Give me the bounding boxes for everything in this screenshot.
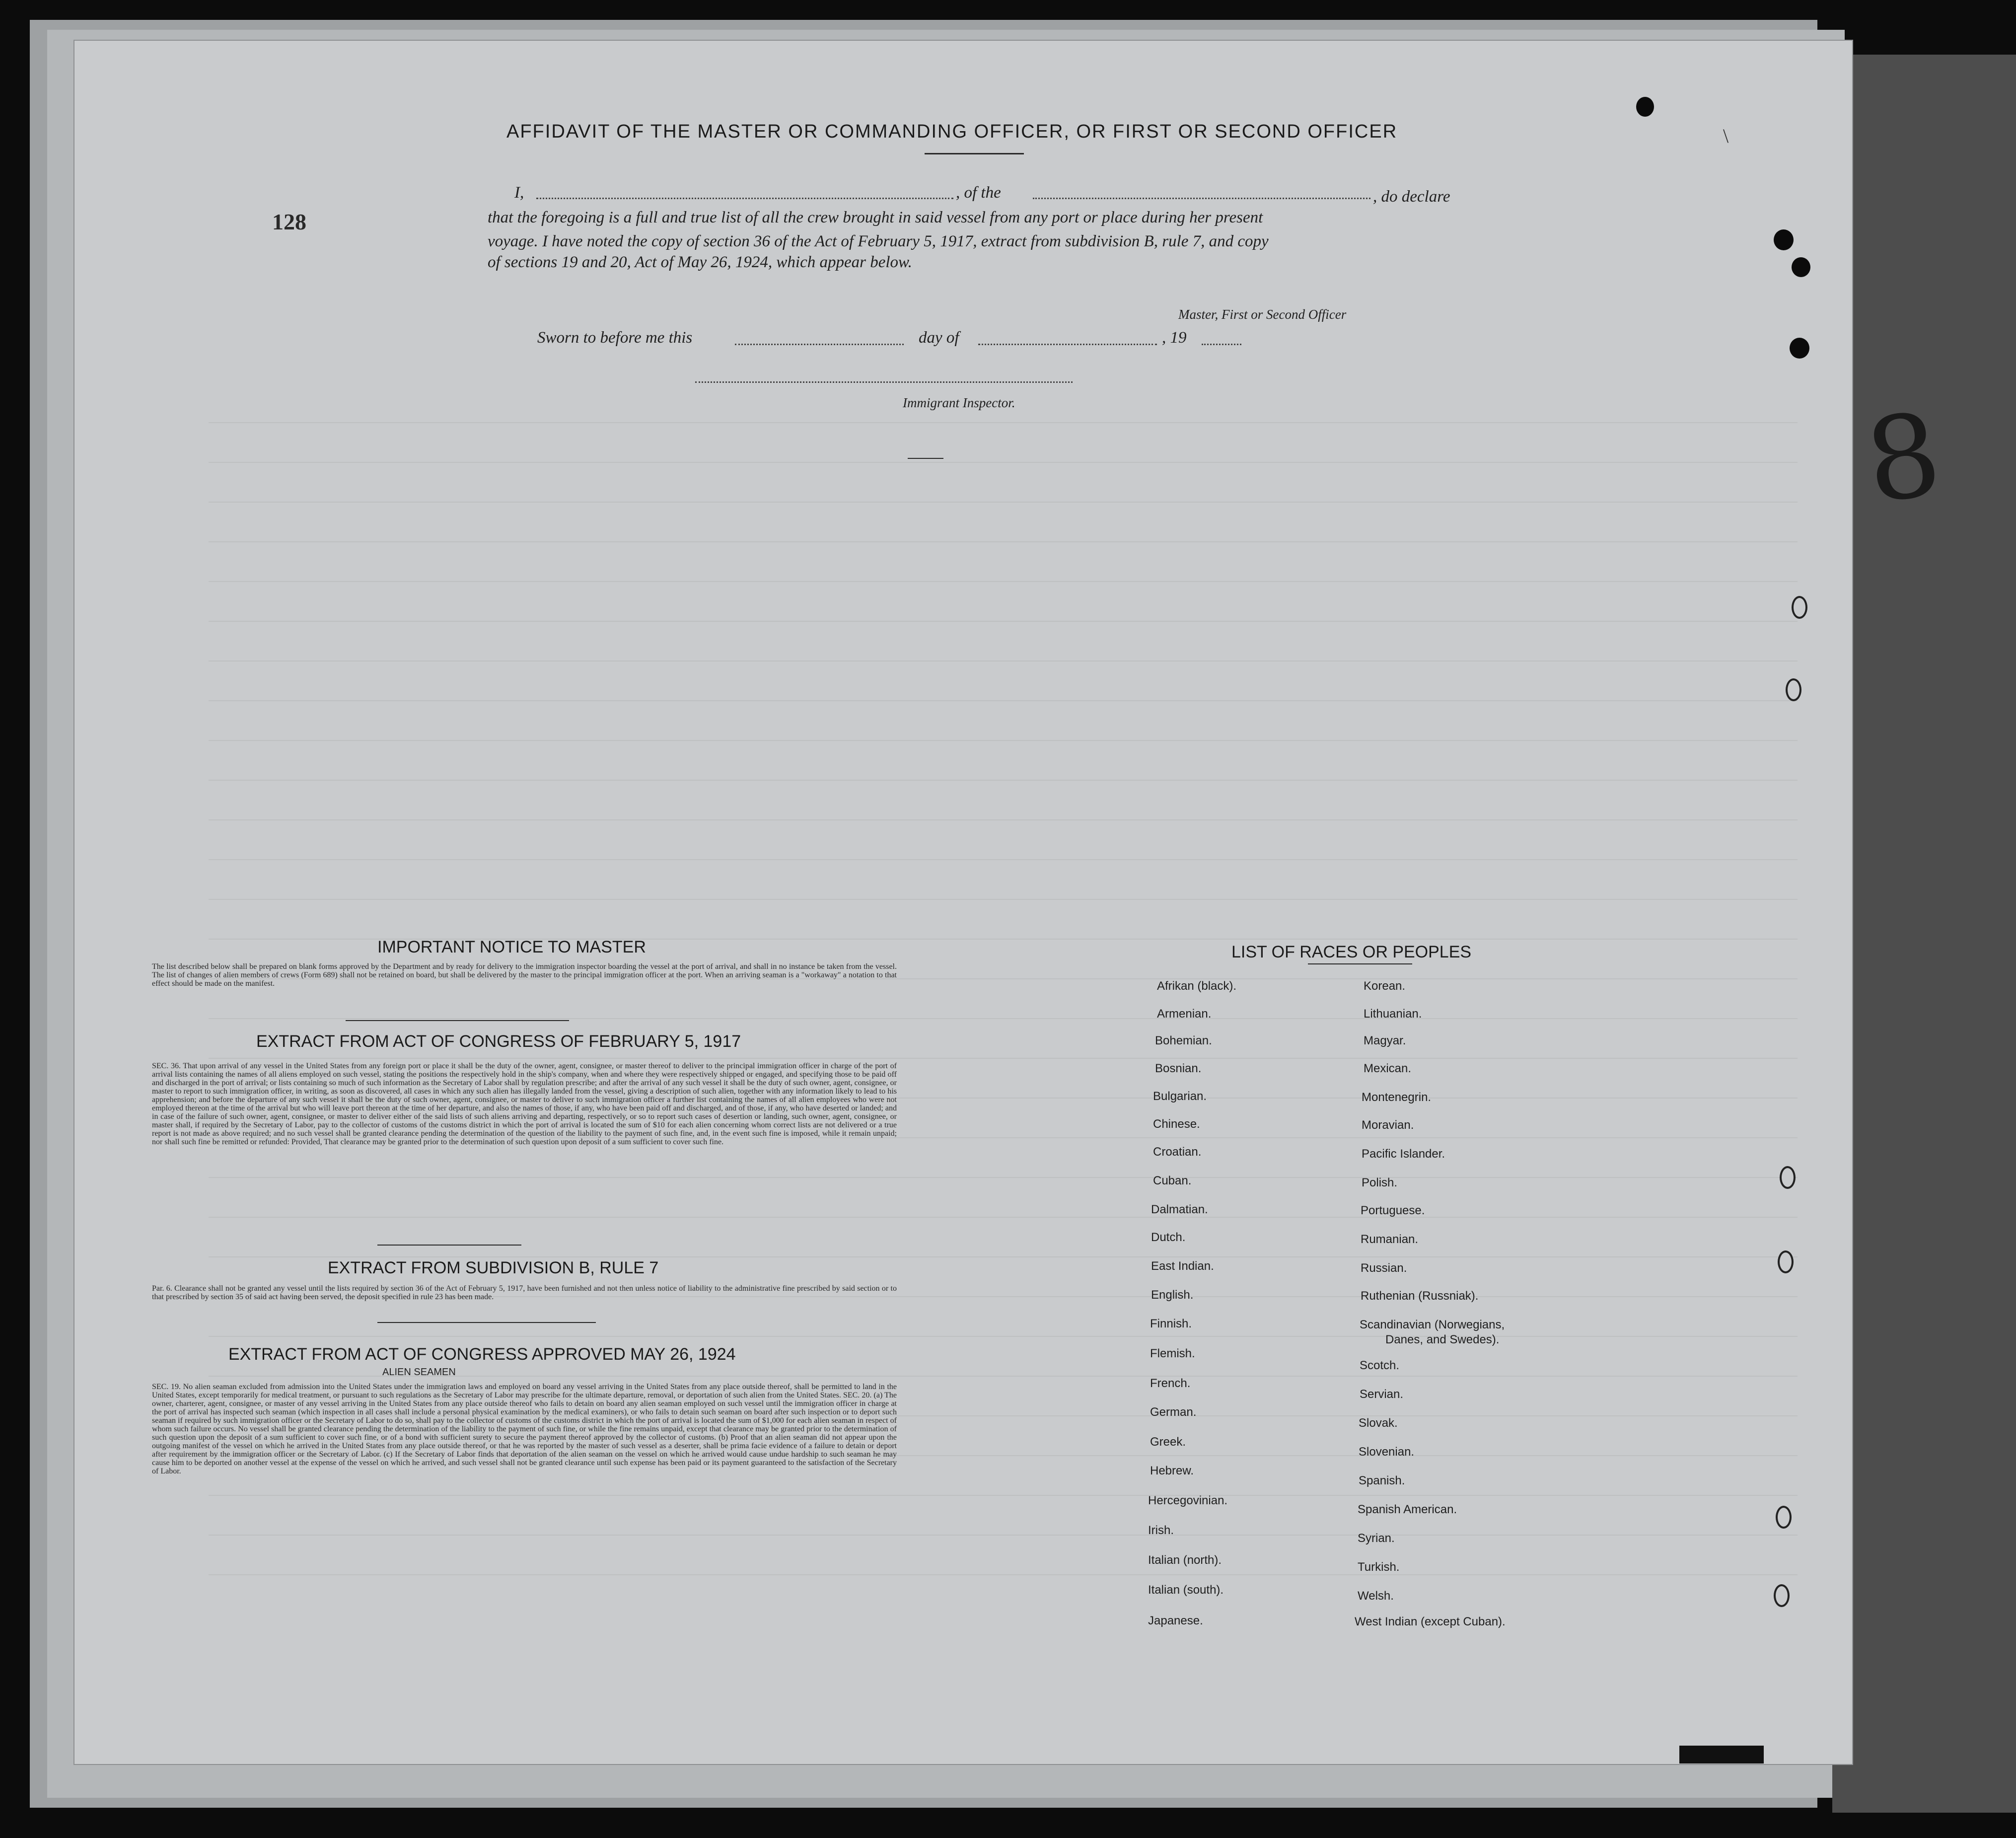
day-of-label: day of: [919, 329, 959, 347]
race-item: Hebrew.: [1150, 1464, 1194, 1477]
extract-1924-body: SEC. 19. No alien seaman excluded from admission into the United States under the immigration laws and employed on board any vessel arriving in the United States from any place outside thereof, shall be permitted to land in the United States, except temporarily for medical treatment, or pursuant to such regulations as the Secretary of Labor may prescribe for the ultimate departure, removal, or deportation of such alien from the United States. SEC. 20. (a) The owner, charterer, agent, consignee, or master of any vessel arriving in the United States from any place outside thereof who fails to detain on board any alien seaman employed on such vessel until the immigration officer in charge at the port of arrival has inspected such seaman (which inspection in all cases shall include a personal physical examination by the medical examiners), or who fails to detain such seaman on board after such inspection or to deport such seaman if required by such immigration officer or the Secretary of Labor to do so, shall pay to the collector of customs of the customs district in which the port of arrival is located the sum of $1,000 for each alien seaman in respect of whom such failure occurs. No vessel shall be granted clearance pending the determination of the liability to the payment of such fine, or while the fine remains unpaid, except that clearance may be granted prior to the determination of such question upon the deposit of a sum sufficient to cover such fine, or of a bond with sufficient surety to secure the payment thereof approved by the collector of customs. (b) Proof that an alien seaman did not appear upon the outgoing manifest of the vessel on which he arrived in the United States from any place outside thereof, or that he was reported by the master of such vessel as a deserter, shall be prima facie evidence of a failure to detain or deport after requirement by the immigration officer or the Secretary of Labor. (c) If the Secretary of Labor finds that deportation of the alien seaman on the vessel on which he arrived would cause undue hardship to such seaman he may cause him to be deported on another vessel at the expense of the vessel on which he arrived, and such vessel shall not be granted clearance until such expense has been paid or its payment guaranteed to the satisfaction of the Secretary of Labor.: [152, 1383, 897, 1475]
race-item: Montenegrin.: [1362, 1091, 1432, 1104]
notice-body: The list described below shall be prepared on blank forms approved by the Department and by ready for delivery to the immigration inspector boarding the vessel at the port of arrival, and shall in no instance be taken from the vessel. The list of changes of alien members of crews (Form 689) shall not be retained on board, but shall be delivered by the master to the principal immigration officer at the port. When an arriving seaman is a "workaway" a notation to that effect should be made on the manifest.: [152, 962, 897, 988]
race-item: French.: [1150, 1377, 1191, 1390]
bleed-rule: [209, 1177, 1798, 1178]
race-item: East Indian.: [1151, 1259, 1214, 1273]
bleed-rule: [209, 1336, 1798, 1337]
race-item: Scandinavian (Norwegians,: [1360, 1318, 1505, 1331]
bleed-rule: [209, 581, 1798, 582]
margin-tick: \: [1723, 125, 1729, 147]
bleed-rule: [209, 621, 1798, 622]
punch-ring: [1786, 678, 1801, 701]
punch-ring: [1792, 596, 1807, 619]
extract-1924-subtitle: ALIEN SEAMEN: [382, 1367, 456, 1378]
extract-1917-body: SEC. 36. That upon arrival of any vessel in the United States from any foreign port or place it shall be the duty of the owner, agent, consignee, or master thereof to deliver to the principal immigration officer in charge of the port of arrival lists containing the names of all aliens employed on such vessel, stating the positions the respectively hold in the ship's company, when and where they were respectively shipped or engaged, and specifying those to be paid off and discharged in the port of arrival; or lists containing so much of such information as the Secretary of Labor shall by regulation prescribe; and after the arrival of any such vessel it shall be the duty of such owner, agent, consignee, or master to report to such immigration officer, in writing, as soon as discovered, all cases in which any such alien has illegally landed from the vessel, giving a description of such alien, together with any information likely to lead to his apprehension; and before the departure of any such vessel it shall be the duty of such owner, agent, consignee, or master to deliver to such immigration officer a further list containing the names of all alien employees who were not employed thereon at the time of the arrival but who will leave port thereon at the time of her departure, and also the names of those, if any, who have been paid off and discharged, and of those, if any, who have deserted or landed; and in case of the failure of such owner, agent, consignee, or master to deliver either of the said lists of such aliens arriving and departing, respectively, or so to report such cases of desertion or landing, such owner, agent, consignee, or master shall, if required by the Secretary of Labor, pay to the collector of customs of the customs district in which the port of arrival is located the sum of $10 for each alien concerning whom correct lists are not delivered or a true report is not made as above required; and no such vessel shall be granted clearance pending the determination of the question of the liability to the payment of such fine, and, in the event such fine is imposed, while it remain unpaid; nor shall such fine be remitted or refunded: Provided, That clearance may be granted prior to the determination of such question upon deposit of a sum sufficient to cover such fine.: [152, 1062, 897, 1146]
bleed-rule: [209, 502, 1798, 503]
race-item: West Indian (except Cuban).: [1355, 1615, 1506, 1628]
race-item: Dalmatian.: [1151, 1203, 1208, 1216]
bleed-rule: [209, 462, 1798, 463]
race-item: Italian (north).: [1148, 1553, 1222, 1567]
bleed-rule: [209, 899, 1798, 900]
declaration-line-3: voyage. I have noted the copy of section 36 of the Act of February 5, 1917, extract from subdivision B, rule 7, and copy: [488, 232, 1269, 250]
day-blank: [735, 344, 904, 345]
form-sheet: [74, 41, 1852, 1764]
inspector-dash: [908, 458, 943, 459]
race-item: Welsh.: [1358, 1589, 1394, 1603]
extract-1924-title: EXTRACT FROM ACT OF CONGRESS APPROVED MAY 26, 1924: [228, 1345, 736, 1364]
bleed-rule: [209, 780, 1798, 781]
race-item: Slovenian.: [1359, 1445, 1415, 1459]
punch-ring: [1774, 1584, 1790, 1607]
extract-rule7-rule: [377, 1322, 596, 1323]
notice-title: IMPORTANT NOTICE TO MASTER: [377, 938, 646, 956]
race-item: Portuguese.: [1361, 1204, 1425, 1217]
race-item: Mexican.: [1364, 1062, 1412, 1075]
punch-ring: [1780, 1166, 1796, 1189]
race-item: Pacific Islander.: [1362, 1147, 1445, 1161]
bleed-rule: [209, 1495, 1798, 1496]
race-item: Hercegovinian.: [1148, 1494, 1228, 1507]
bleed-rule: [209, 661, 1798, 662]
inspector-label: Immigrant Inspector.: [903, 395, 1015, 410]
bleed-rule: [209, 700, 1798, 701]
bleed-rule: [209, 541, 1798, 542]
race-item: Bosnian.: [1155, 1062, 1202, 1075]
race-item: Italian (south).: [1148, 1583, 1224, 1597]
race-item: English.: [1151, 1288, 1194, 1302]
extract-rule7-body: Par. 6. Clearance shall not be granted any vessel until the lists required by section 36 of the Act of February 5, 1917, have been furnished and not then unless notice of liability to the administrative fine prescribed by said section or to that prescribed by section 35 of said act having been served, the deposit specified in rule 23 has been made.: [152, 1284, 897, 1301]
declaration-i: I,: [514, 184, 524, 202]
race-item: Scotch.: [1360, 1359, 1400, 1372]
race-item: Spanish American.: [1358, 1503, 1457, 1516]
race-item: Rumanian.: [1361, 1233, 1419, 1246]
declaration-do-declare: , do declare: [1373, 188, 1450, 206]
punch-hole: [1636, 97, 1654, 117]
race-item: Servian.: [1360, 1388, 1404, 1401]
month-blank: [978, 344, 1157, 345]
bleed-rule: [209, 1018, 1798, 1019]
declaration-of-the: , of the: [956, 184, 1001, 202]
bleed-rule: [209, 740, 1798, 741]
race-item: Chinese.: [1153, 1117, 1200, 1131]
race-item: Syrian.: [1358, 1532, 1395, 1545]
punch-ring: [1778, 1250, 1794, 1273]
bleed-rule: [209, 1574, 1798, 1575]
race-item: Danes, and Swedes).: [1385, 1333, 1500, 1346]
race-item: Russian.: [1361, 1261, 1407, 1275]
bleed-rule: [209, 422, 1798, 423]
sworn-label: Sworn to before me this: [537, 329, 693, 347]
race-item: Moravian.: [1362, 1118, 1414, 1132]
inspector-blank: [695, 381, 1073, 383]
vessel-blank: [1033, 198, 1370, 199]
race-item: Ruthenian (Russniak).: [1361, 1289, 1479, 1303]
race-item: Dutch.: [1151, 1231, 1186, 1244]
races-title: LIST OF RACES OR PEOPLES: [1231, 943, 1472, 961]
affidavit-title: AFFIDAVIT OF THE MASTER OR COMMANDING OFFICER, OR FIRST OR SECOND OFFICER: [506, 121, 1398, 142]
bleed-rule: [209, 1058, 1798, 1059]
declaration-line-4: of sections 19 and 20, Act of May 26, 1924, which appear below.: [488, 253, 912, 271]
race-item: Lithuanian.: [1364, 1007, 1422, 1021]
race-item: Bohemian.: [1155, 1034, 1212, 1047]
title-underline: [925, 153, 1024, 154]
race-item: Japanese.: [1148, 1614, 1203, 1627]
name-blank: [536, 198, 953, 199]
race-item: Polish.: [1362, 1176, 1398, 1189]
race-item: Turkish.: [1358, 1560, 1400, 1574]
year-label: , 19: [1162, 329, 1187, 347]
race-item: Spanish.: [1359, 1474, 1405, 1487]
master-signature-label: Master, First or Second Officer: [1178, 307, 1347, 322]
year-blank: [1202, 344, 1241, 345]
declaration-line-2: that the foregoing is a full and true list of all the crew brought in said vessel from any port or place during her present: [488, 209, 1263, 226]
race-item: Finnish.: [1150, 1317, 1192, 1330]
race-item: Magyar.: [1364, 1034, 1406, 1047]
race-item: German.: [1150, 1405, 1197, 1419]
race-item: Armenian.: [1157, 1007, 1212, 1021]
race-item: Flemish.: [1150, 1347, 1195, 1360]
notice-rule: [346, 1020, 569, 1021]
extract-1917-title: EXTRACT FROM ACT OF CONGRESS OF FEBRUARY 5, 1917: [256, 1032, 741, 1051]
race-item: Greek.: [1150, 1435, 1186, 1449]
punch-hole: [1774, 229, 1794, 250]
bleed-rule: [209, 1256, 1798, 1257]
race-item: Slovak.: [1359, 1416, 1398, 1430]
bleed-rule: [209, 819, 1798, 820]
punch-hole: [1792, 257, 1810, 277]
race-item: Korean.: [1364, 979, 1406, 993]
page-number: 128: [272, 209, 306, 234]
punch-hole: [1790, 338, 1809, 359]
extract-rule7-title: EXTRACT FROM SUBDIVISION B, RULE 7: [328, 1258, 659, 1277]
race-item: Bulgarian.: [1153, 1090, 1207, 1103]
handwritten-mark: 8: [1858, 388, 1949, 529]
extract-1917-rule: [377, 1245, 521, 1246]
bleed-rule: [209, 1217, 1798, 1218]
page-edge-right: [1832, 55, 2016, 1813]
archive-stamp: [1679, 1746, 1764, 1764]
race-item: Cuban.: [1153, 1174, 1192, 1187]
punch-ring: [1776, 1506, 1792, 1529]
race-item: Afrikan (black).: [1157, 979, 1237, 993]
bleed-rule: [209, 1535, 1798, 1536]
race-item: Irish.: [1148, 1524, 1174, 1537]
race-item: Croatian.: [1153, 1145, 1202, 1159]
bleed-rule: [209, 859, 1798, 860]
races-title-underline: [1308, 963, 1412, 964]
